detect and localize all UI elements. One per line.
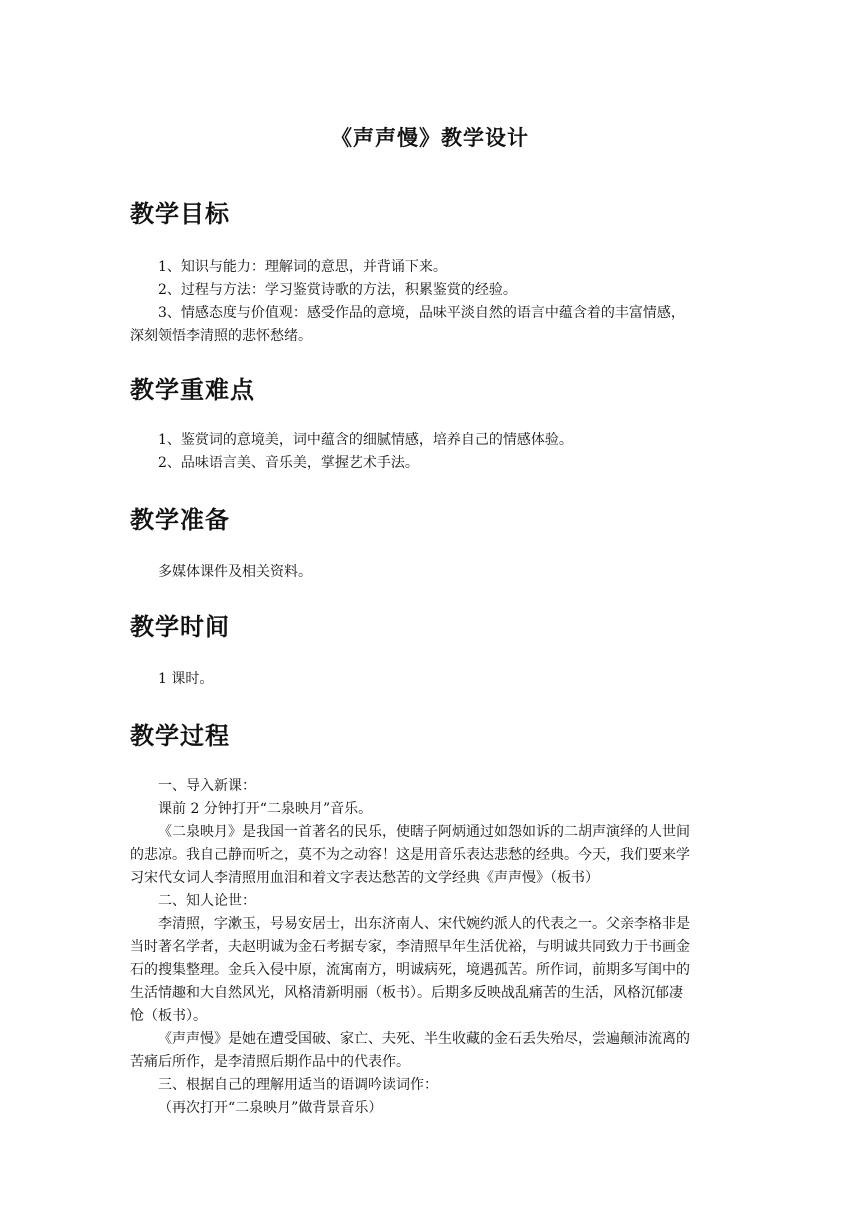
preparation-text: 多媒体课件及相关资料。 bbox=[158, 564, 312, 580]
objectives-list bbox=[130, 256, 730, 348]
document-title: 《声声慢》教学设计 bbox=[331, 125, 529, 150]
heading-objectives: 教学目标 bbox=[130, 200, 230, 228]
process-line: 石的搜集整理。金兵入侵中原，流寓南方，明诚病死，境遇孤苦。所作词，前期多写闺中的 bbox=[130, 962, 690, 978]
process-line: 怆（板书）。 bbox=[130, 1008, 207, 1024]
key-point-item: 2、品味语言美、音乐美，掌握艺术手法。 bbox=[158, 455, 419, 471]
process-line: 生活情趣和大自然风光，风格清新明丽（板书）。后期多反映战乱痛苦的生活，风格沉郁凄 bbox=[130, 985, 683, 1001]
process-line: （再次打开“二泉映月”做背景音乐） bbox=[158, 1100, 383, 1116]
process-body bbox=[130, 775, 730, 1120]
process-line: 当时著名学者，夫赵明诚为金石考据专家，李清照早年生活优裕，与明诚共同致力于书画金 bbox=[130, 939, 690, 955]
duration-text-block bbox=[130, 668, 730, 691]
process-line: 课前 2 分钟打开“二泉映月”音乐。 bbox=[158, 801, 373, 817]
key-points-list bbox=[130, 429, 730, 475]
process-line: 习宋代女词人李清照用血泪和着文字表达愁苦的文学经典《声声慢》（板书） bbox=[130, 870, 599, 886]
objective-item: 2、过程与方法：学习鉴赏诗歌的方法，积累鉴赏的经验。 bbox=[158, 282, 517, 298]
heading-duration: 教学时间 bbox=[130, 613, 230, 641]
process-line: 《声声慢》是她在遭受国破、家亡、夫死、半生收藏的金石丢失殆尽，尝遍颠沛流离的 bbox=[158, 1031, 690, 1047]
process-step-heading: 三、根据自己的理解用适当的语调吟读词作： bbox=[158, 1077, 438, 1093]
process-line: 李清照，字漱玉，号易安居士，出东济南人、宋代婉约派人的代表之一。父亲李格非是 bbox=[158, 916, 690, 932]
heading-preparation: 教学准备 bbox=[130, 506, 230, 534]
process-line: 的悲凉。我自己静而听之，莫不为之动容！这是用音乐表达悲愁的经典。今天，我们要来学 bbox=[130, 847, 690, 863]
heading-key-points: 教学重难点 bbox=[130, 376, 255, 404]
objective-item: 1、知识与能力：理解词的意思，并背诵下来。 bbox=[158, 259, 447, 275]
process-step-heading: 一、导入新课： bbox=[158, 778, 256, 794]
heading-process: 教学过程 bbox=[130, 722, 230, 750]
duration-text: 1 课时。 bbox=[158, 671, 214, 687]
key-point-item: 1、鉴赏词的意境美，词中蕴含的细腻情感，培养自己的情感体验。 bbox=[158, 432, 573, 448]
process-line: 《二泉映月》是我国一首著名的民乐，使瞎子阿炳通过如怨如诉的二胡声演绎的人世间 bbox=[158, 824, 690, 840]
process-line: 苦痛后所作，是李清照后期作品中的代表作。 bbox=[130, 1054, 410, 1070]
objective-item-continuation: 深刻领悟李清照的悲怀愁绪。 bbox=[130, 328, 312, 344]
process-step-heading: 二、知人论世： bbox=[158, 893, 256, 909]
preparation-text-block bbox=[130, 561, 730, 584]
objective-item: 3、情感态度与价值观：感受作品的意境，品味平淡自然的语言中蕴含着的丰富情感， bbox=[158, 305, 685, 321]
